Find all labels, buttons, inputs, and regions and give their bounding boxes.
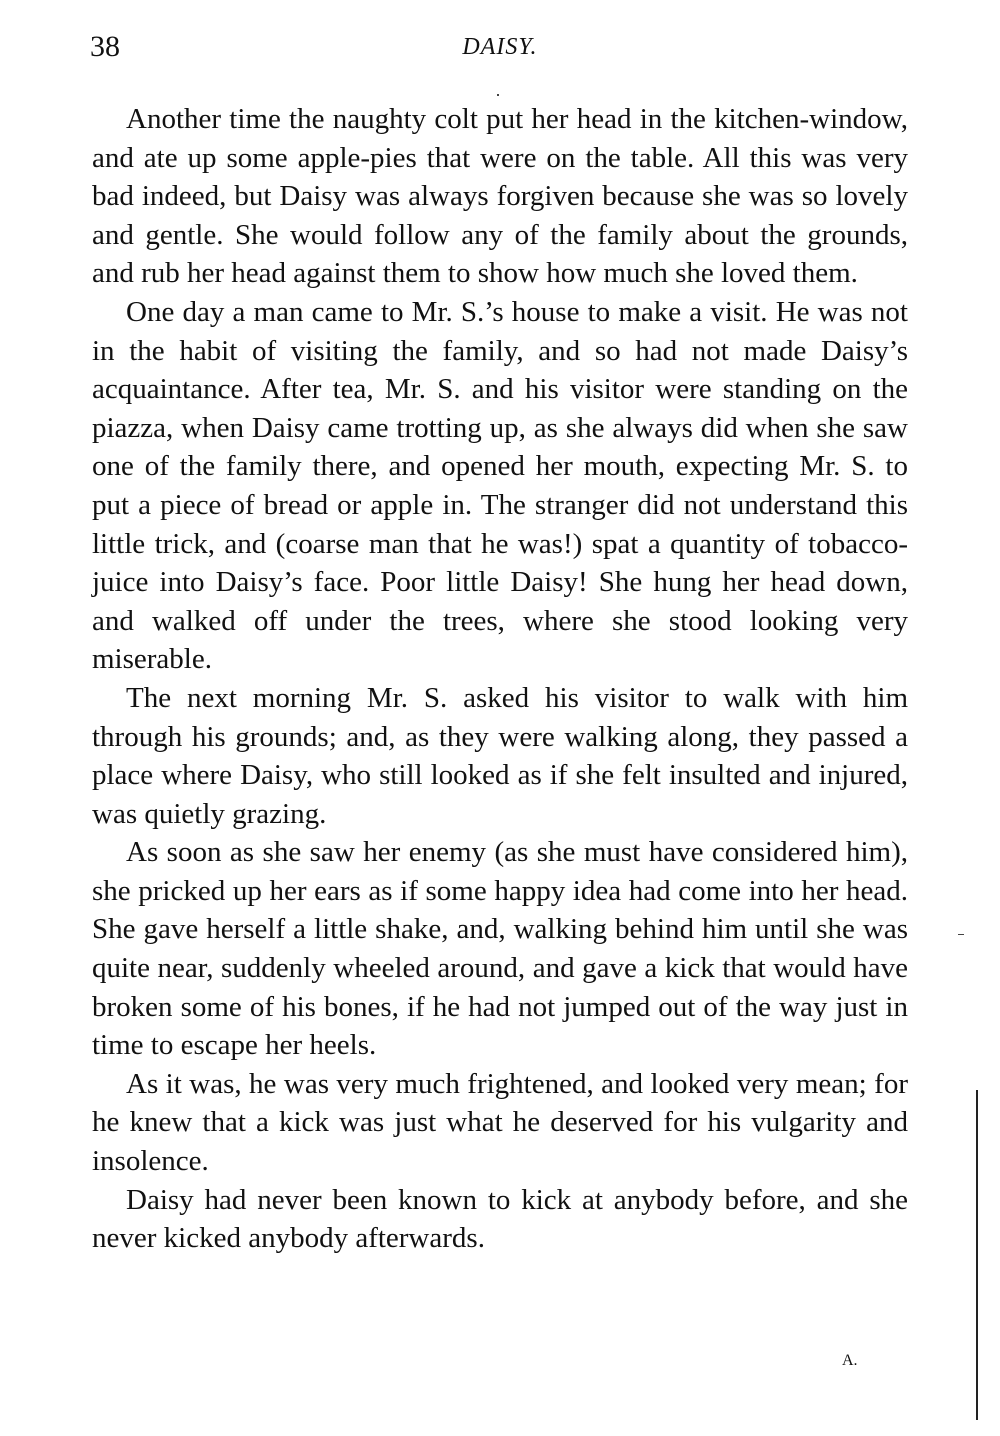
scan-mark [958,934,964,935]
page-edge-line [976,1090,978,1420]
body-text [92,100,908,1258]
paragraph-6: Daisy had never been known to kick at anybody before, and she never kicked anybody afterwards. [92,1183,908,1255]
page-number: 38 [90,30,120,63]
paragraph-1: Another time the naughty colt put her head in the kitchen-window, and ate up some apple-pies that were on the table. All this was very bad indeed, but Daisy was always forgiven because she was so lovely and gentle. She would follow any of the family about the grounds, and rub her head against them to show how much she loved them. [92,103,908,290]
paragraph-5: As it was, he was very much frightened, and looked very mean; for he knew that a kick was just what he deserved for his vulgarity and insolence. [92,1067,908,1178]
author-signature: A. [842,1352,858,1369]
paragraph-3: The next morning Mr. S. asked his visitor to walk with him through his grounds; and, as they were walking along, they passed a place where Daisy, who still looked as if she felt insulted and injured, was quietly grazing. [92,681,908,830]
print-speck [497,94,499,96]
paragraph-4: As soon as she saw her enemy (as she must have considered him), she pricked up her ears as if some happy idea had come into her head. She gave herself a little shake, and, walking behind him until she was quite near, suddenly wheeled around, and gave a kick that would have broken some of his bones, if he had not jumped out of the way just in time to escape her heels. [92,836,908,1062]
running-title: DAISY. [462,34,538,60]
paragraph-2: One day a man came to Mr. S.’s house to make a visit. He was not in the habit of visiting the family, and so had not made Daisy’s acquaintance. After tea, Mr. S. and his visitor were standing on the piazza, when Daisy came trotting up, as she always did when she saw one of the family there, and opened her mouth, expecting Mr. S. to put a piece of bread or apple in. The stranger did not understand this little trick, and (coarse man that he was!) spat a quantity of tobacco-juice into Daisy’s face. Poor little Daisy! She hung her head down, and walked off under the trees, where she stood looking very miserable. [92,295,908,676]
